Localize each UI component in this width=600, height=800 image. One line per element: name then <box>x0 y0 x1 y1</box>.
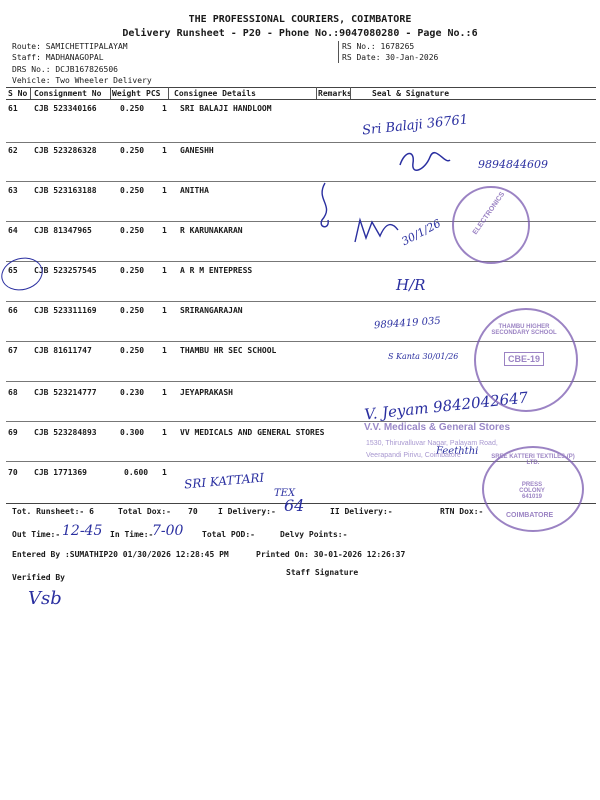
row-sno: 69 <box>8 428 18 437</box>
row-sno: 61 <box>8 104 18 113</box>
row-consignment: CJB 81611747 <box>34 346 92 355</box>
row-weight: 0.250 <box>120 104 145 113</box>
handwritten-phone-66: 9894419 035 <box>373 315 442 332</box>
electronics-stamp-text: ELECTRONICS <box>471 190 507 237</box>
col-pcs: PCS <box>146 89 161 98</box>
out-time-label: Out Time:- <box>12 530 61 539</box>
handwritten-phone-62: 9894844609 <box>478 158 548 171</box>
col-remarks: Remarks <box>318 89 352 98</box>
in-time-label: In Time:- <box>110 530 154 539</box>
handwritten-name-70: SRI KATTARI <box>183 470 265 492</box>
row-pcs: 1 <box>162 104 167 113</box>
circled-sno-65 <box>0 253 46 295</box>
row-pcs: 1 <box>162 226 167 235</box>
textiles-stamp <box>482 446 584 532</box>
row-sno: 67 <box>8 346 18 355</box>
row-sno: 68 <box>8 388 18 397</box>
row-consignee: SRIRANGARAJAN <box>180 306 243 315</box>
row-consignee: JEYAPRAKASH <box>180 388 233 397</box>
i-delivery-label: I Delivery:- <box>218 507 276 516</box>
ii-delivery-label: II Delivery:- <box>330 507 393 516</box>
handwritten-date-64: 30/1/26 <box>399 216 443 249</box>
signature-63 <box>310 180 340 235</box>
row-consignment: CJB 523340166 <box>34 104 97 113</box>
row-weight: 0.230 <box>120 388 145 397</box>
handwritten-tex: TEX <box>274 488 296 499</box>
total-dox-label: Total Dox:- <box>118 507 171 516</box>
route-label: Route: SAMICHETTIPALAYAM <box>12 42 128 51</box>
electronics-stamp <box>452 186 530 264</box>
row-weight: 0.250 <box>120 266 145 275</box>
printed-on: Printed On: 30-01-2026 12:26:37 <box>256 550 406 559</box>
out-time-value: 12-45 <box>62 523 103 539</box>
handwritten-sign-67: S Kanta 30/01/26 <box>388 352 459 361</box>
i-delivery-value: 64 <box>284 496 305 515</box>
row-consignee: VV MEDICALS AND GENERAL STORES <box>180 428 325 437</box>
medicals-stamp-name: V.V. Medicals & General Stores <box>364 422 511 433</box>
row-weight: 0.250 <box>120 306 145 315</box>
row-consignee: R KARUNAKARAN <box>180 226 243 235</box>
row-consignment: CJB 523311169 <box>34 306 97 315</box>
staff-signature-label: Staff Signature <box>286 568 359 577</box>
col-consignee: Consignee Details <box>174 89 256 98</box>
row-consignee: GANESHH <box>180 146 214 155</box>
vehicle-label: Vehicle: Two Wheeler Delivery <box>12 76 152 85</box>
row-weight: 0.600 <box>124 468 149 477</box>
row-consignment: CJB 523257545 <box>34 266 97 275</box>
row-pcs: 1 <box>162 388 167 397</box>
col-sno: S No <box>8 89 28 98</box>
handwritten-sign-69: Feeththi <box>436 446 479 457</box>
row-pcs: 1 <box>162 346 167 355</box>
company-title: THE PROFESSIONAL COURIERS, COIMBATORE <box>188 14 412 25</box>
school-stamp-name: THAMBU HIGHER SECONDARY SCHOOL <box>491 324 557 336</box>
handwritten-hr-65: H/R <box>396 276 426 294</box>
row-sno: 62 <box>8 146 18 155</box>
medicals-stamp-line3: Veerapandi Pirivu, Coimbatore <box>366 452 461 459</box>
row-pcs: 1 <box>162 468 167 477</box>
school-stamp <box>474 308 578 412</box>
row-sno: 70 <box>8 468 18 477</box>
col-consignment: Consignment No <box>34 89 102 98</box>
row-pcs: 1 <box>162 428 167 437</box>
medicals-stamp-line2: 1530, Thiruvalluvar Nagar, Palayam Road, <box>366 440 498 447</box>
row-weight: 0.250 <box>120 186 145 195</box>
signature-64 <box>352 212 402 248</box>
row-pcs: 1 <box>162 266 167 275</box>
row-weight: 0.250 <box>120 146 145 155</box>
row-weight: 0.250 <box>120 346 145 355</box>
total-pod-label: Total POD:- <box>202 530 255 539</box>
entered-by: Entered By :SUMATHIP20 01/30/2026 12:28:45 PM <box>12 550 229 559</box>
verified-by-label: Verified By <box>12 573 65 582</box>
row-sno: 66 <box>8 306 18 315</box>
row-consignment: CJB 1771369 <box>34 468 87 477</box>
row-consignment: CJB 523286328 <box>34 146 97 155</box>
total-runsheet: Tot. Runsheet:- 6 <box>12 507 94 516</box>
total-dox-value: 70 <box>188 507 198 516</box>
row-sno: 65 <box>8 266 18 275</box>
col-weight: Weight <box>112 89 141 98</box>
col-seal-signature: Seal & Signature <box>372 89 450 98</box>
row-pcs: 1 <box>162 186 167 195</box>
row-consignment: CJB 523214777 <box>34 388 97 397</box>
row-consignment: CJB 81347965 <box>34 226 92 235</box>
row-consignment: CJB 523163188 <box>34 186 97 195</box>
delvy-points-label: Delvy Points:- <box>280 530 348 539</box>
rs-date: RS Date: 30-Jan-2026 <box>342 53 439 62</box>
rtn-dox-label: RTN Dox:- <box>440 507 484 516</box>
staff-label: Staff: MADHANAGOPAL <box>12 53 104 62</box>
row-pcs: 1 <box>162 306 167 315</box>
row-consignment: CJB 523284893 <box>34 428 97 437</box>
row-pcs: 1 <box>162 146 167 155</box>
row-consignee: THAMBU HR SEC SCHOOL <box>180 346 277 355</box>
rs-number: RS No.: 1678265 <box>342 42 415 51</box>
in-time-value: 7-00 <box>152 523 184 539</box>
textiles-stamp-address: PRESS COLONY 641019 <box>519 482 545 500</box>
row-weight: 0.300 <box>120 428 145 437</box>
handwritten-sign-61: Sri Balaji 36761 <box>361 112 469 139</box>
row-consignee: A R M ENTEPRESS <box>180 266 253 275</box>
row-consignee: SRI BALAJI HANDLOOM <box>180 104 272 113</box>
row-sno: 63 <box>8 186 18 195</box>
handwritten-sign-68: V. Jeyam 9842042647 <box>363 388 529 424</box>
row-weight: 0.250 <box>120 226 145 235</box>
verifier-signature: Vsb <box>28 588 62 609</box>
school-stamp-code: CBE-19 <box>504 352 544 366</box>
row-consignee: ANITHA <box>180 186 209 195</box>
drs-number: DRS No.: DCJB167826506 <box>12 65 118 74</box>
row-sno: 64 <box>8 226 18 235</box>
runsheet-subtitle: Delivery Runsheet - P20 - Phone No.:9047080280 - Page No.:6 <box>122 28 478 39</box>
textiles-stamp-city: COIMBATORE <box>506 512 554 519</box>
signature-62 <box>395 145 455 175</box>
textiles-stamp-name: SREE KATTERI TEXTILES (P) LTD. <box>491 454 575 466</box>
